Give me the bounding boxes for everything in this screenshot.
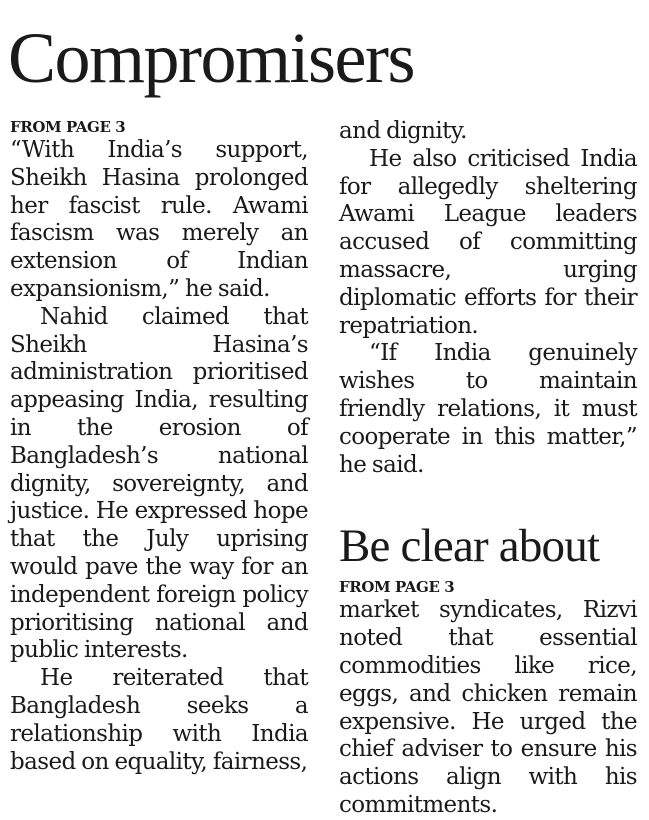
second-article-headline: Be clear about: [339, 520, 600, 573]
article-paragraph: He reiterated that Bangladesh seeks a relationship with India based on equality, fairness,: [10, 665, 308, 775]
article-paragraph: and dignity.: [339, 118, 467, 144]
article-paragraph: market syndicates, Rizvi noted that essential commodities like rice, eggs, and chicken remain expensive. He urged the chief adviser to ensure his actions align with his commitments.: [339, 597, 637, 818]
right-column: [339, 118, 637, 820]
article-paragraph: He also criticised India for allegedly sheltering Awami League leaders accused of committing massacre, urging diplomatic efforts for their repatriation.: [339, 145, 637, 339]
second-article-kicker: FROM PAGE 3: [339, 578, 455, 597]
article-paragraph: Nahid claimed that Sheikh Hasina’s administration prioritised appeasing India, resulting in the erosion of Bangladesh’s national dignity, sovereignty, and justice. He expressed hope that the July uprising would pave the way for an independent foreign policy prioritising national and public interests.: [10, 303, 308, 664]
article-paragraph: “With India’s support, Sheikh Hasina prolonged her fascist rule. Awami fascism was merely an extension of Indian expansionism,” he said.: [10, 137, 308, 302]
page-title: Compromisers: [8, 18, 414, 98]
article-kicker: FROM PAGE 3: [10, 118, 126, 136]
article-paragraph: “If India genuinely wishes to maintain friendly relations, it must cooperate in this matter,” he said.: [339, 340, 637, 478]
left-column: [10, 118, 308, 776]
